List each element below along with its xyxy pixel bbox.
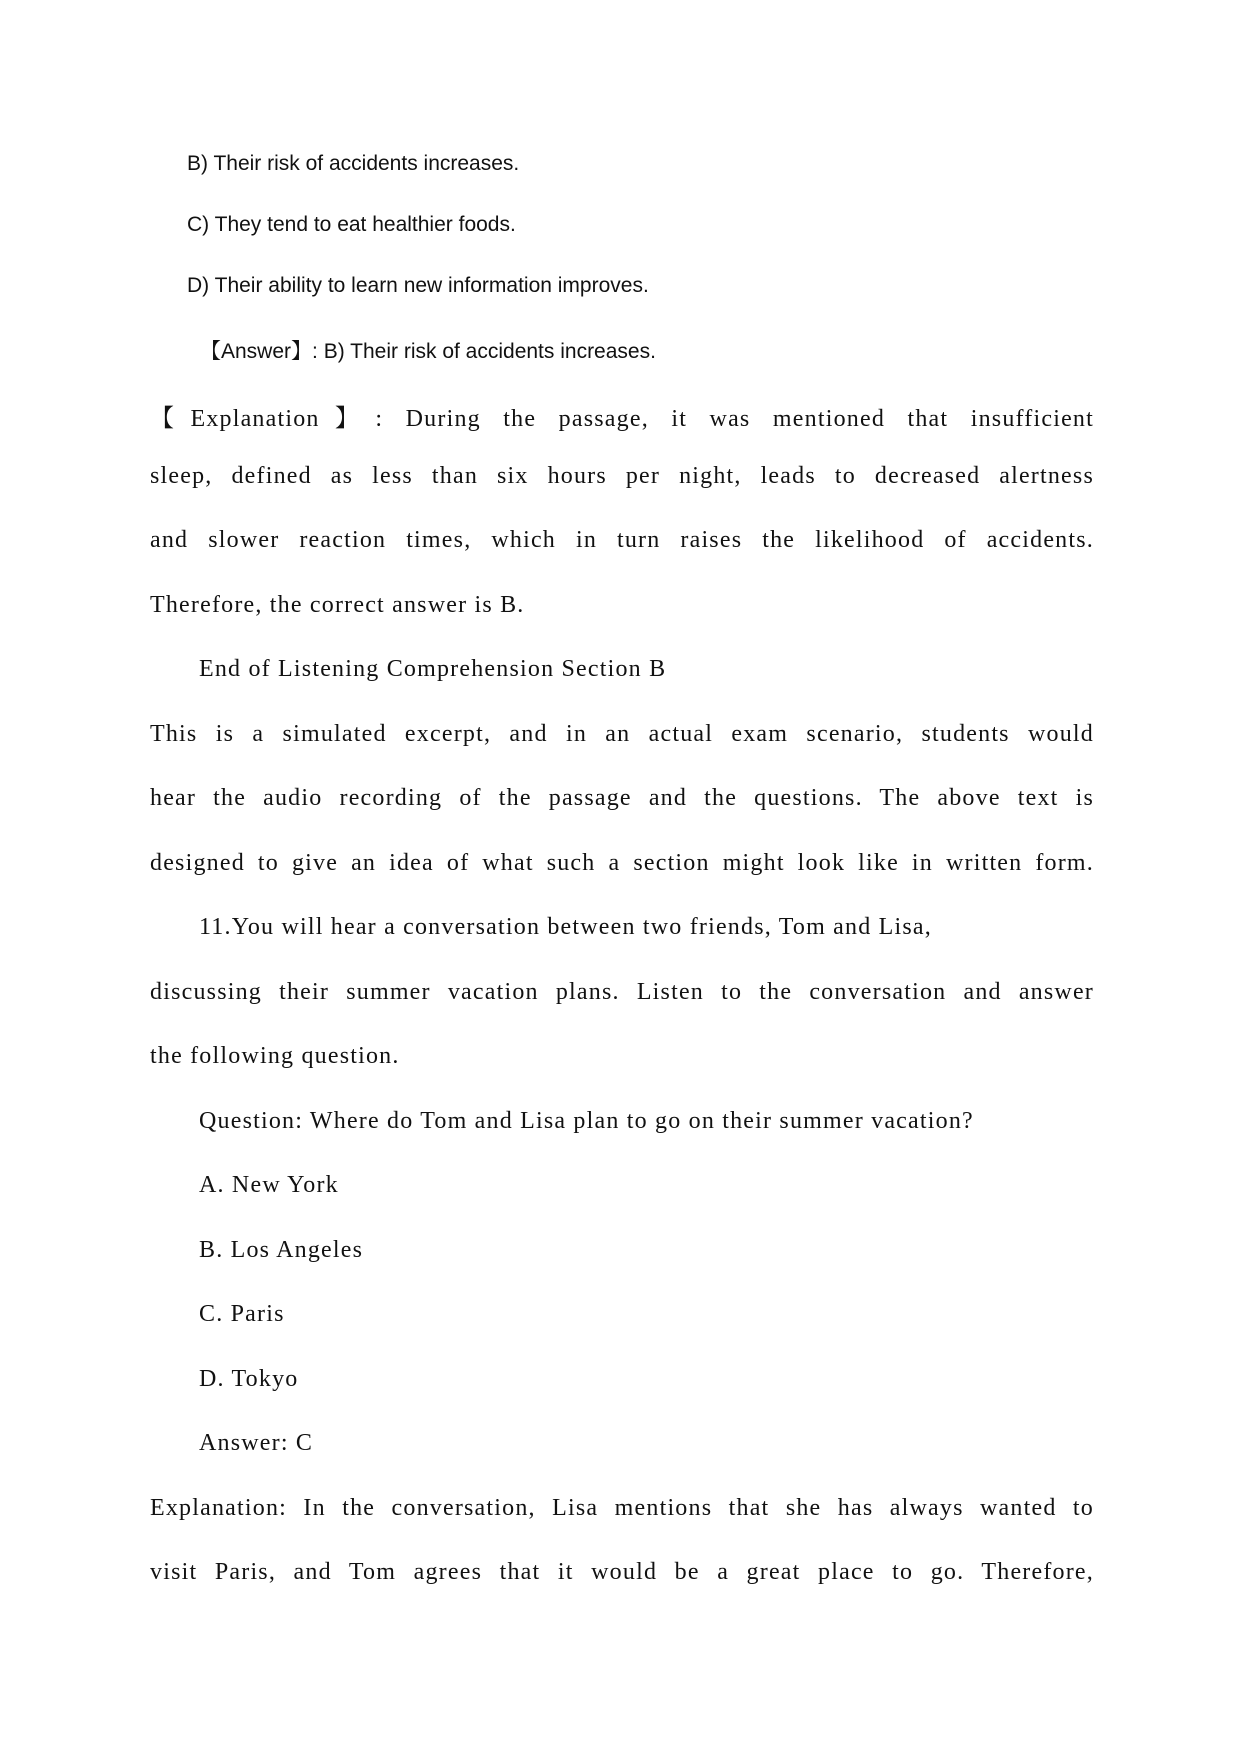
q11-option-d: D. Tokyo — [199, 1366, 299, 1392]
option-b-prev: B) Their risk of accidents increases. — [187, 152, 520, 175]
section-end: End of Listening Comprehension Section B — [199, 656, 667, 682]
q11-explanation-line-2: visit Paris, and Tom agrees that it would be a great place to go. Therefore, — [150, 1559, 1094, 1585]
q11-intro-line-3: the following question. — [150, 1043, 400, 1069]
explanation-line-4: Therefore, the correct answer is B. — [150, 592, 525, 618]
explanation-line-3: and slower reaction times, which in turn raises the likelihood of accidents. — [150, 527, 1094, 553]
answer-line-prev: 【Answer】: B) Their risk of accidents increases. — [200, 340, 656, 363]
q11-option-b: B. Los Angeles — [199, 1237, 364, 1263]
q11-intro-line-1: 11.You will hear a conversation between two friends, Tom and Lisa, — [199, 914, 932, 940]
option-c-prev: C) They tend to eat healthier foods. — [187, 213, 516, 236]
explanation-line-2: sleep, defined as less than six hours per night, leads to decreased alertness — [150, 463, 1094, 489]
q11-answer: Answer: C — [199, 1430, 314, 1456]
note-line-2: hear the audio recording of the passage and the questions. The above text is — [150, 785, 1094, 811]
note-line-1: This is a simulated excerpt, and in an actual exam scenario, students would — [150, 721, 1094, 747]
option-d-prev: D) Their ability to learn new information improves. — [187, 274, 649, 297]
q11-option-c: C. Paris — [199, 1301, 285, 1327]
q11-intro-line-2: discussing their summer vacation plans. Listen to the conversation and answer — [150, 979, 1094, 1005]
q11-question: Question: Where do Tom and Lisa plan to go on their summer vacation? — [199, 1108, 974, 1134]
explanation-line-1: 【Explanation】: During the passage, it was mentioned that insufficient — [150, 406, 1094, 432]
note-line-3: designed to give an idea of what such a section might look like in written form. — [150, 850, 1094, 876]
q11-explanation-line-1: Explanation: In the conversation, Lisa mentions that she has always wanted to — [150, 1495, 1094, 1521]
q11-option-a: A. New York — [199, 1172, 339, 1198]
